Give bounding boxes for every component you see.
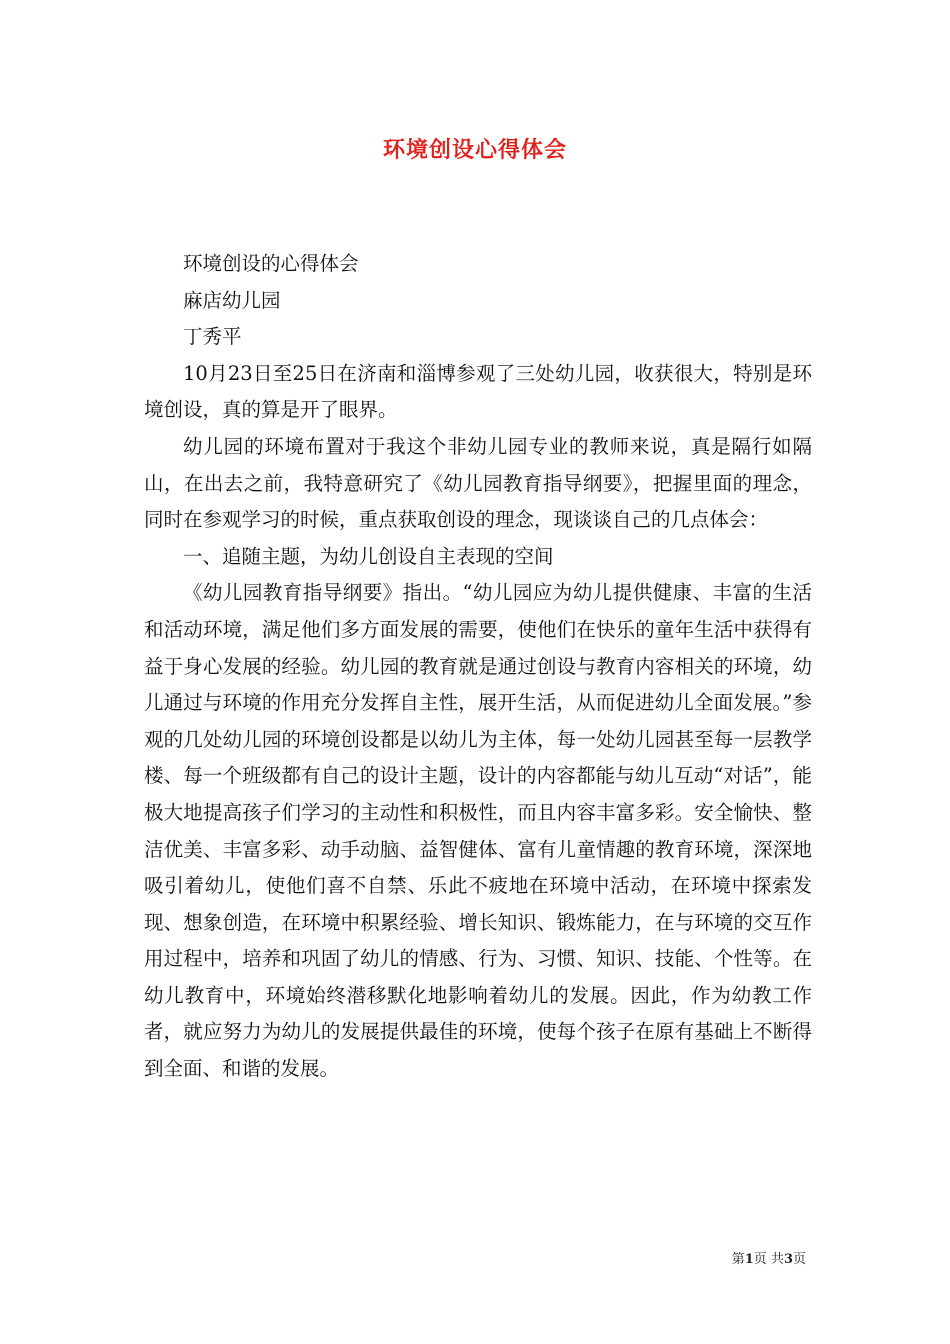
page-suffix: 页 (792, 1252, 806, 1267)
current-page: 1 (744, 1252, 754, 1267)
author: 丁秀平 (183, 325, 242, 349)
total-pages: 3 (783, 1252, 793, 1267)
document-body (144, 246, 812, 1088)
organization: 麻店幼儿园 (183, 288, 281, 312)
page-prefix: 第 (731, 1252, 745, 1267)
document-title: 环境创设心得体会 (382, 137, 567, 163)
page-middle: 页 共 (753, 1252, 784, 1267)
page-number (732, 1248, 806, 1267)
section-heading: 一、追随主题，为幼儿创设自主表现的空间 (183, 544, 554, 568)
subtitle: 环境创设的心得体会 (183, 252, 359, 275)
paragraph: 《幼儿园教育指导纲要》指出。“幼儿园应为幼儿提供健康、丰富的生活和活动环境，满足他们多方面发展的需要，使他们在快乐的童年生活中获得有益于身心发展的经验。幼儿园的教育就是通过创设与教育内容相关的环境，幼儿通过与环境的作用充分发挥自主性，展开生活，从而促进幼儿全面发展。”参观的几处幼儿园的环境创设都是以幼儿为主体，每一处幼儿园甚至每一层教学楼、每一个班级都有自己的设计主题，设计的内容都能与幼儿互动“对话”，能极大地提高孩子们学习的主动性和积极性，而且内容丰富多彩。安全愉快、整洁优美、丰富多彩、动手动脑、益智健体、富有儿童情趣的教育环境，深深地吸引着幼儿，使他们喜不自禁、乐此不疲地在环境中活动，在环境中探索发现、想象创造，在环境中积累经验、增长知识、锻炼能力，在与环境的交互作用过程中，培养和巩固了幼儿的情感、行为、习惯、知识、技能、个性等。在幼儿教育中，环境始终潜移默化地影响着幼儿的发展。因此，作为幼教工作者，就应努力为幼儿的发展提供最佳的环境，使每个孩子在原有基础上不断得到全面、和谐的发展。 (144, 581, 812, 1081)
paragraph: 10月23日至25日在济南和淄博参观了三处幼儿园，收获很大，特别是环境创设，真的算是开了眼界。 (144, 361, 812, 422)
paragraph: 幼儿园的环境布置对于我这个非幼儿园专业的教师来说，真是隔行如隔山，在出去之前，我特意研究了《幼儿园教育指导纲要》，把握里面的理念，同时在参观学习的时候，重点获取创设的理念，现谈谈自己的几点体会： (144, 434, 812, 532)
